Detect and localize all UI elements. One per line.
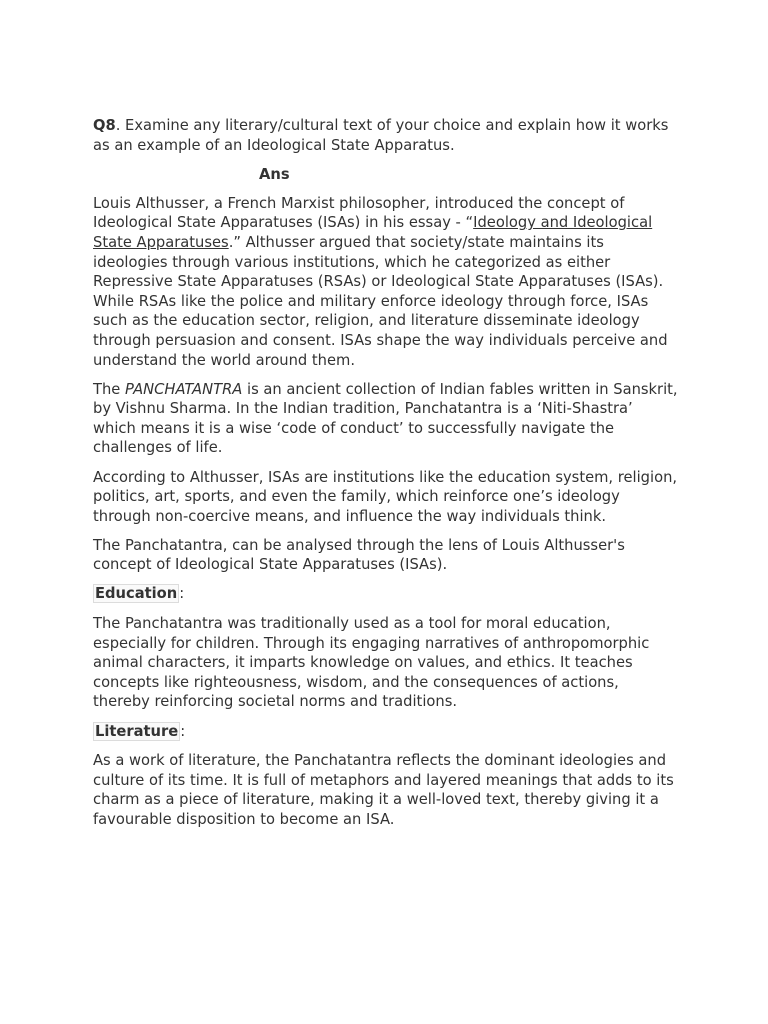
document-body [93,116,678,839]
literature-heading: Literature [95,722,179,740]
education-heading-line [93,584,678,604]
paragraph-analysis-lens: The Panchatantra, can be analysed through the lens of Louis Althusser's concept of Ideological State Apparatuses (ISAs). [93,536,625,574]
paragraph-literature: As a work of literature, the Panchatantra reflects the dominant ideologies and culture of its time. It is full of metaphors and layered meanings that adds to its charm as a piece of literature, making it a well-loved text, thereby giving it a favourable disposition to become an ISA. [93,752,674,828]
question-text: . Examine any literary/cultural text of your choice and explain how it works as an example of an Ideological State Apparatus. [93,117,669,154]
literature-colon: : [180,722,186,740]
paragraph-isa-definition: According to Althusser, ISAs are institutions like the education system, religion, politics, art, sports, and even the family, which reinforce one’s ideology through non-coercive means, and influence the way individuals think. [93,468,678,525]
education-heading: Education [95,585,178,603]
essay-title-link[interactable]: Ideology and Ideological State Apparatuses [93,214,653,251]
answer-label: Ans [259,165,290,183]
education-colon: : [179,585,185,603]
para2-before: The [93,380,125,398]
paragraph-panchatantra-intro [93,380,678,458]
question-paragraph [93,116,678,155]
para1-after: .” Althusser argued that society/state maintains its ideologies through various institutions, which he categorized as either Repressive State Apparatuses (RSAs) or Ideological State Apparatuses (ISAs). While RSAs like the police and military enforce ideology through force, ISAs such as the education sector, religion, and literature disseminate ideology through persuasion and consent. ISAs shape the way individuals perceive and understand the world around them. [93,233,668,369]
paragraph-education: The Panchatantra was traditionally used as a tool for moral education, especially for children. Through its engaging narratives of anthropomorphic animal characters, it imparts knowledge on values, and ethics. It teaches concepts like righteousness, wisdom, and the consequences of actions, thereby reinforcing societal norms and traditions. [93,615,650,711]
para1-before: Louis Althusser, a French Marxist philosopher, introduced the concept of Ideological State Apparatuses (ISAs) in his essay - “ [93,194,625,232]
para2-after: is an ancient collection of Indian fables written in Sanskrit, by Vishnu Sharma. In the Indian tradition, Panchatantra is a ‘Niti-Shastra’ which means it is a wise ‘code of conduct’ to successfully navigate the challenges of life. [93,380,678,457]
question-label: Q8 [93,117,116,134]
literature-heading-line [93,722,678,742]
panchatantra-title: PANCHATANTRA [125,380,243,398]
paragraph-althusser-intro [93,194,678,370]
